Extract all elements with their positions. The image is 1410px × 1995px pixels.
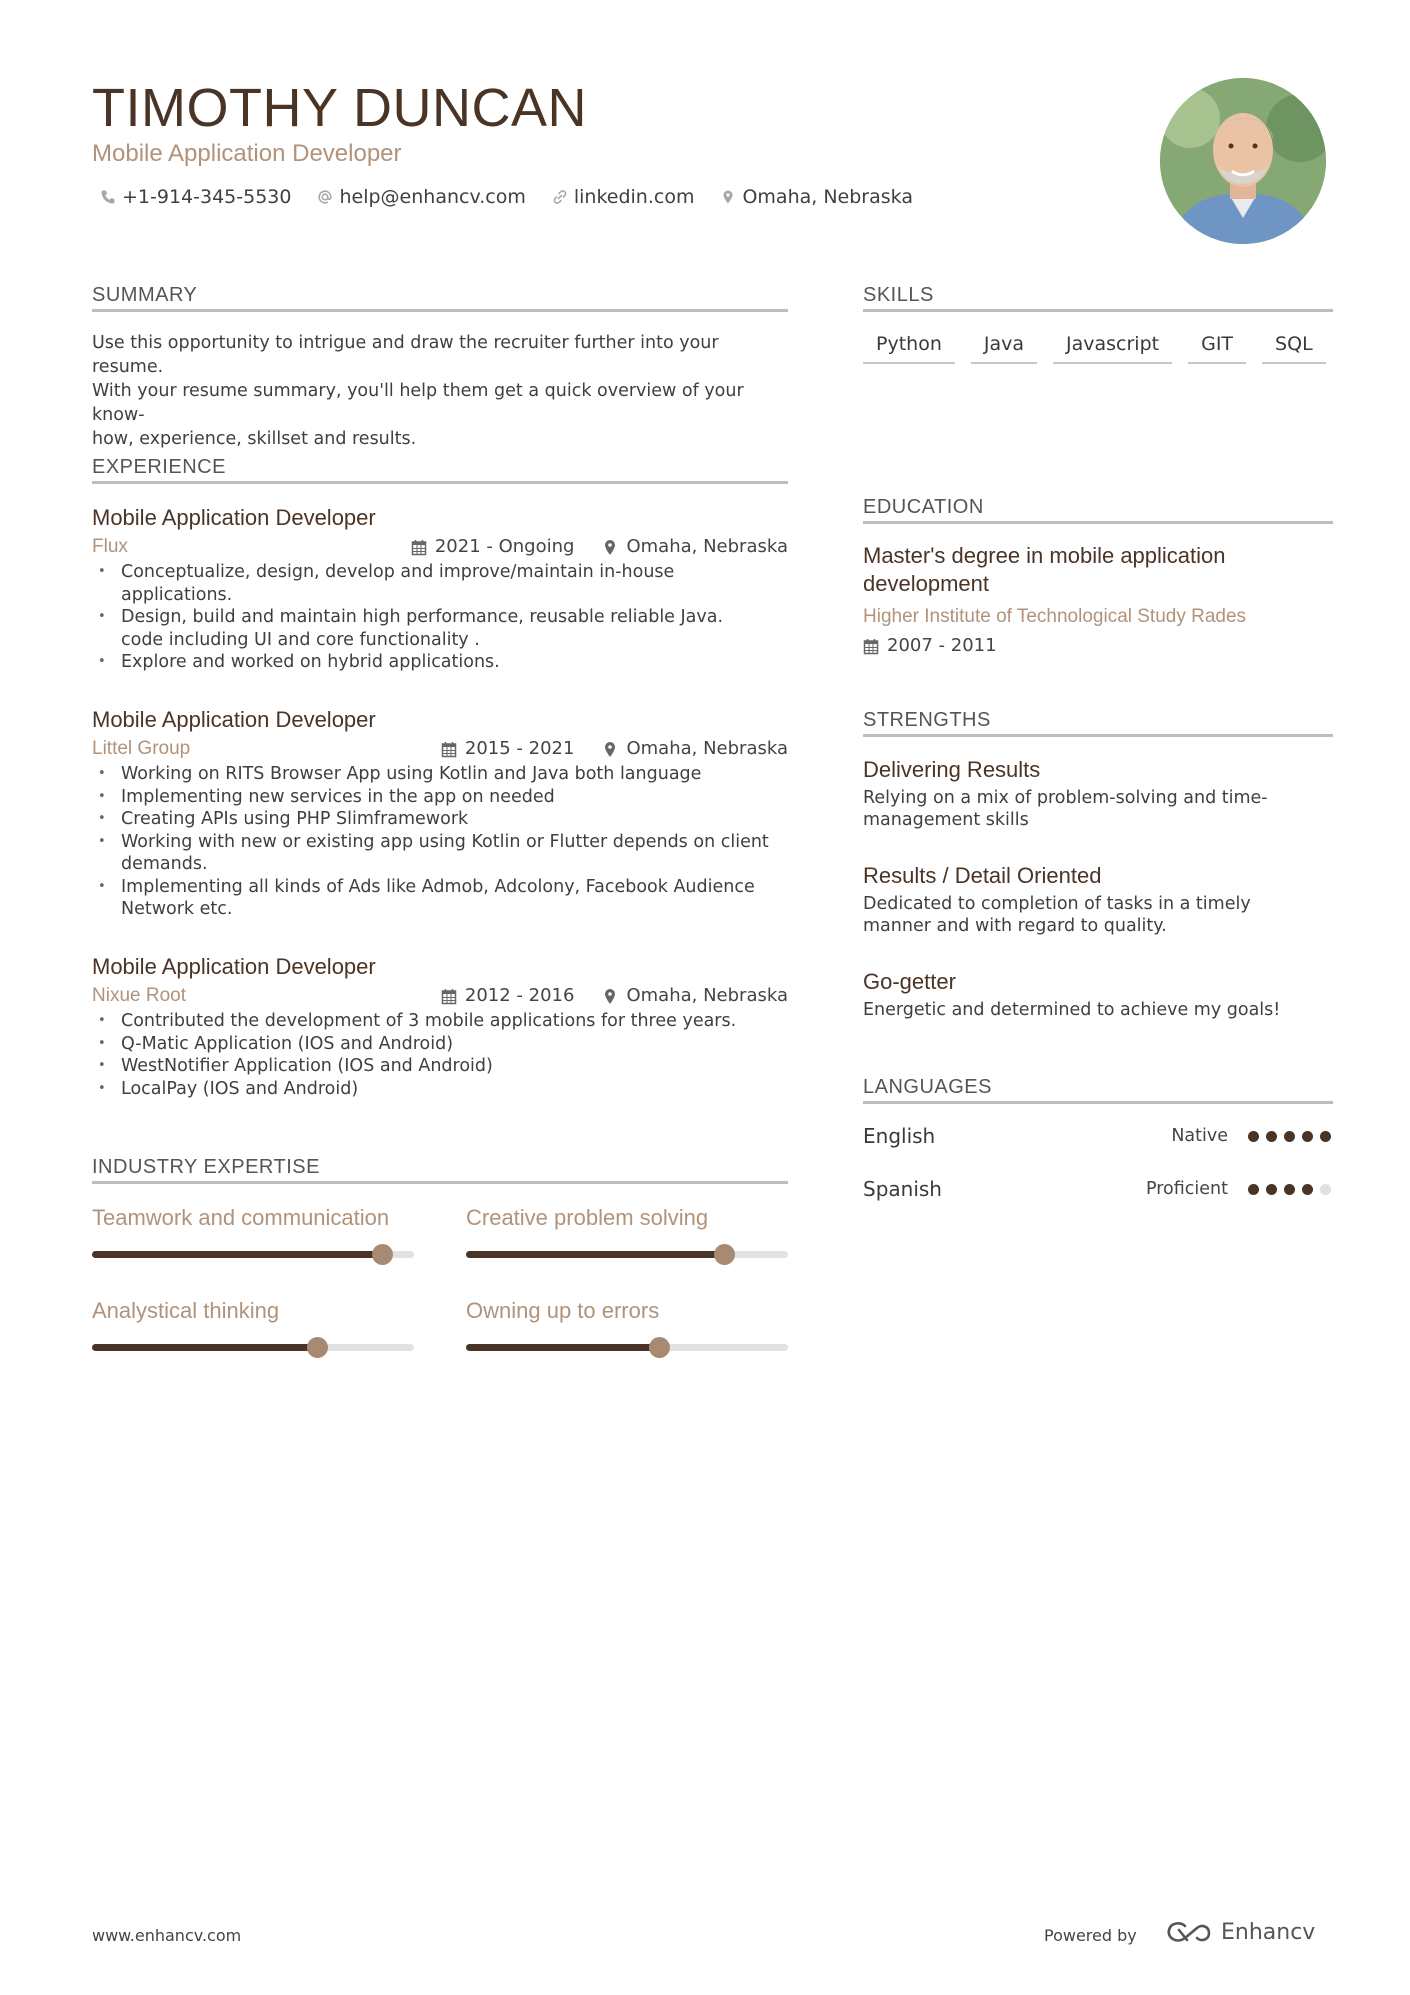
enhancv-logo[interactable] — [1165, 1918, 1315, 1948]
expertise-label: Owning up to errors — [466, 1298, 660, 1323]
languages-heading: LANGUAGES — [863, 1076, 992, 1098]
linkedin-text: linkedin.com — [573, 186, 695, 208]
calendar-icon — [441, 741, 457, 758]
job-location-text: Omaha, Nebraska — [626, 985, 788, 1006]
job-dates — [441, 982, 575, 1010]
expertise-item — [92, 1296, 414, 1351]
summary-text — [92, 331, 792, 451]
strength-title: Go-getter — [863, 969, 956, 994]
job-company: Nixue Root — [92, 985, 186, 1006]
strengths-heading: STRENGTHS — [863, 709, 991, 731]
language-dot — [1248, 1131, 1259, 1142]
expertise-bar — [92, 1251, 414, 1258]
skill-tag: SQL — [1262, 330, 1326, 364]
expertise-divider — [92, 1181, 788, 1184]
expertise-bar-knob — [649, 1337, 670, 1358]
footer-website[interactable]: www.enhancv.com — [92, 1926, 242, 1945]
expertise-bar-knob — [307, 1337, 328, 1358]
skills-heading: SKILLS — [863, 284, 934, 306]
language-level: Native — [1171, 1126, 1228, 1146]
profile-photo-illustration — [1160, 78, 1326, 244]
job-entry — [92, 503, 788, 674]
job-meta — [92, 533, 788, 561]
job-title: Mobile Application Developer — [92, 707, 376, 732]
job-bullets — [92, 1010, 788, 1100]
job-bullet: • Implementing all kinds of Ads like Admob, Adcolony, Facebook Audience Network etc. — [92, 876, 788, 921]
education-heading: EDUCATION — [863, 496, 984, 518]
job-dates-text: 2015 - 2021 — [464, 738, 575, 759]
strength-desc: Relying on a mix of problem-solving and time-management skills — [863, 788, 1268, 830]
job-location — [602, 735, 788, 763]
expertise-bar-fill — [466, 1251, 724, 1258]
job-location — [602, 982, 788, 1010]
job-bullet: • Conceptualize, design, develop and improve/maintain in-house applications. — [92, 561, 788, 606]
location-pin-icon — [602, 539, 618, 556]
job-dates — [441, 735, 575, 763]
language-dots — [1248, 1184, 1331, 1195]
language-dot — [1266, 1184, 1277, 1195]
job-bullets — [92, 763, 788, 921]
job-company: Flux — [92, 536, 128, 557]
candidate-role: Mobile Application Developer — [92, 140, 402, 167]
job-dates-text: 2012 - 2016 — [464, 985, 575, 1006]
language-dot — [1302, 1184, 1313, 1195]
expertise-bar — [92, 1344, 414, 1351]
job-dates-text: 2021 - Ongoing — [434, 536, 575, 557]
expertise-label: Analystical thinking — [92, 1298, 280, 1323]
education-dates-text: 2007 - 2011 — [887, 635, 997, 656]
expertise-item — [466, 1203, 788, 1258]
link-icon — [552, 189, 568, 205]
language-dot — [1266, 1131, 1277, 1142]
strength-title: Delivering Results — [863, 757, 1041, 782]
education-school: Higher Institute of Technological Study Rades — [863, 606, 1247, 627]
skill-tag: Java — [971, 330, 1037, 364]
expertise-bar-fill — [92, 1344, 317, 1351]
expertise-label: Teamwork and communication — [92, 1205, 390, 1230]
summary-line-1: Use this opportunity to intrigue and draw the recruiter further into your resume. — [92, 333, 719, 377]
contact-bar — [100, 183, 913, 211]
job-bullet: • Creating APIs using PHP Slimframework — [92, 808, 788, 831]
location-text: Omaha, Nebraska — [742, 186, 913, 208]
calendar-icon — [863, 638, 879, 655]
strengths-divider — [863, 734, 1333, 737]
summary-line-3: how, experience, skillset and results. — [92, 429, 417, 449]
job-bullet: • Working with new or existing app using Kotlin or Flutter depends on client demands. — [92, 831, 788, 876]
job-location-text: Omaha, Nebraska — [626, 536, 788, 557]
language-dot — [1248, 1184, 1259, 1195]
language-dot — [1320, 1131, 1331, 1142]
candidate-name: TIMOTHY DUNCAN — [92, 78, 588, 138]
strength-title: Results / Detail Oriented — [863, 863, 1102, 888]
language-dot — [1320, 1184, 1331, 1195]
job-location-text: Omaha, Nebraska — [626, 738, 788, 759]
contact-linkedin[interactable] — [552, 183, 695, 211]
skill-tag: Javascript — [1053, 330, 1172, 364]
at-icon — [317, 189, 333, 205]
language-dots — [1248, 1131, 1331, 1142]
strength-item — [863, 861, 1333, 937]
job-bullet: • Explore and worked on hybrid applications. — [92, 651, 788, 674]
expertise-item — [92, 1203, 414, 1258]
strength-desc: Energetic and determined to achieve my goals! — [863, 1000, 1281, 1020]
job-bullet: • LocalPay (IOS and Android) — [92, 1078, 788, 1101]
job-bullet: • Contributed the development of 3 mobile applications for three years. — [92, 1010, 788, 1033]
job-meta — [92, 982, 788, 1010]
contact-email[interactable] — [317, 183, 525, 211]
strength-desc: Dedicated to completion of tasks in a timely manner and with regard to quality. — [863, 894, 1251, 936]
job-entry — [92, 952, 788, 1100]
job-title: Mobile Application Developer — [92, 505, 376, 530]
strength-item — [863, 755, 1333, 831]
job-title: Mobile Application Developer — [92, 954, 376, 979]
job-bullet: • Design, build and maintain high performance, reusable reliable Java. — [92, 606, 788, 629]
expertise-bar-knob — [714, 1244, 735, 1265]
language-item — [863, 1121, 1333, 1151]
enhancv-logo-text: Enhancv — [1221, 1920, 1316, 1945]
location-pin-icon — [602, 988, 618, 1005]
experience-heading: EXPERIENCE — [92, 456, 226, 478]
location-pin-icon — [602, 741, 618, 758]
language-level: Proficient — [1146, 1179, 1228, 1199]
education-degree: Master's degree in mobile application development — [863, 543, 1226, 596]
contact-location — [720, 183, 913, 211]
languages-divider — [863, 1101, 1333, 1104]
job-bullet: • Implementing new services in the app on needed — [92, 786, 788, 809]
language-dot — [1302, 1131, 1313, 1142]
expertise-heading: INDUSTRY EXPERTISE — [92, 1156, 320, 1178]
language-dot — [1284, 1184, 1295, 1195]
calendar-icon — [441, 988, 457, 1005]
job-bullet: • WestNotifier Application (IOS and Android) — [92, 1055, 788, 1078]
expertise-bar-fill — [92, 1251, 382, 1258]
expertise-bar — [466, 1251, 788, 1258]
summary-line-2: With your resume summary, you'll help them get a quick overview of your know- — [92, 381, 744, 425]
job-entry — [92, 705, 788, 921]
job-bullet: • Q-Matic Application (IOS and Android) — [92, 1033, 788, 1056]
profile-photo — [1160, 78, 1326, 244]
education-dates — [863, 632, 997, 660]
summary-divider — [92, 309, 788, 312]
job-bullets — [92, 561, 788, 674]
strength-item — [863, 967, 1333, 1021]
enhancv-logo-icon — [1165, 1920, 1213, 1946]
expertise-bar-fill — [466, 1344, 659, 1351]
job-dates — [411, 533, 575, 561]
job-company: Littel Group — [92, 738, 191, 759]
location-pin-icon — [720, 189, 736, 205]
footer-powered-by: Powered by — [1044, 1926, 1137, 1945]
expertise-bar — [466, 1344, 788, 1351]
language-item — [863, 1174, 1333, 1204]
summary-heading: SUMMARY — [92, 284, 198, 306]
phone-icon — [100, 189, 116, 205]
job-bullet-continuation: code including UI and core functionality . — [121, 629, 480, 650]
expertise-label: Creative problem solving — [466, 1205, 709, 1230]
experience-divider — [92, 481, 788, 484]
expertise-bar-knob — [372, 1244, 393, 1265]
language-dot — [1284, 1131, 1295, 1142]
expertise-item — [466, 1296, 788, 1351]
education-divider — [863, 521, 1333, 524]
skills-list — [863, 330, 1333, 364]
calendar-icon — [411, 539, 427, 556]
contact-phone[interactable] — [100, 183, 291, 211]
phone-text: +1-914-345-5530 — [122, 186, 292, 208]
job-bullet: • Working on RITS Browser App using Kotlin and Java both language — [92, 763, 788, 786]
job-location — [602, 533, 788, 561]
job-meta — [92, 735, 788, 763]
skill-tag: GIT — [1188, 330, 1246, 364]
skills-divider — [863, 309, 1333, 312]
skill-tag: Python — [863, 330, 955, 364]
language-name: English — [863, 1124, 936, 1148]
language-name: Spanish — [863, 1177, 942, 1201]
email-text: help@enhancv.com — [339, 186, 526, 208]
